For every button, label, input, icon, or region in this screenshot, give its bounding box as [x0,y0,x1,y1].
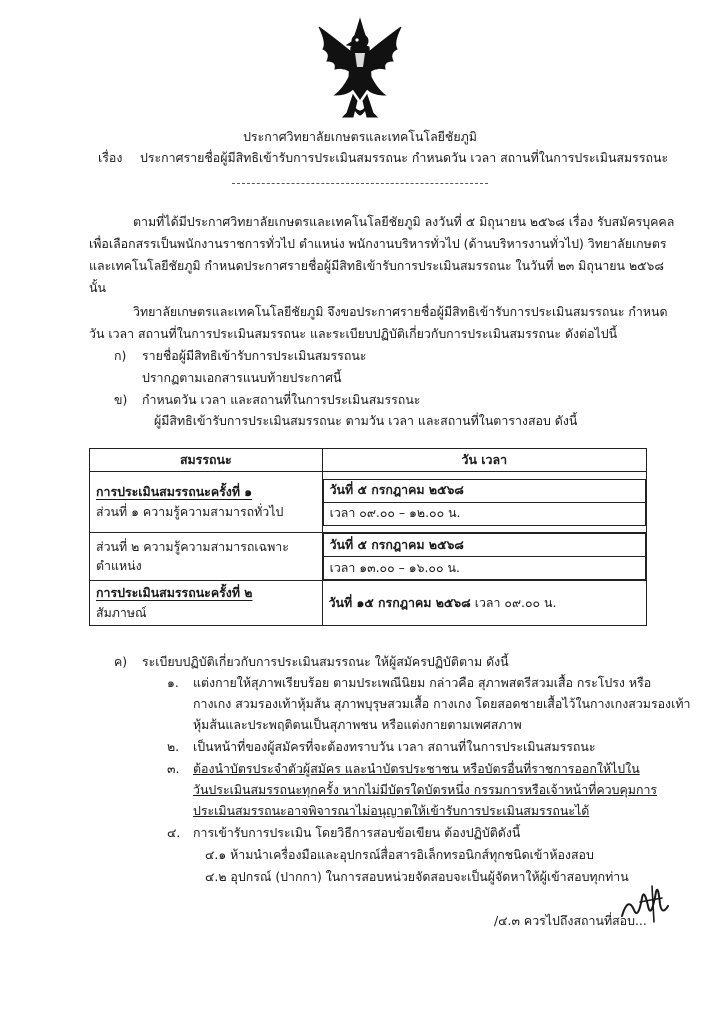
header-datetime: วัน เวลา [322,449,646,472]
rule3-line-3: ประเมินสมรรถนะอาจพิจารณาไม่อนุญาตให้เข้ารับการประเมินสมรรถนะได้ [193,803,590,818]
table-row [90,581,647,626]
signature-icon [618,876,674,932]
part2-date: วันที่ ๕ กรกฎาคม ๒๕๖๘ [323,534,645,557]
garuda-emblem-icon [313,17,407,121]
rule3-line-2: วันประเมินสมรรถนะทุกครั้ง หากไม่มีบัตรใดบัตรหนึ่ง กรรมการหรือเจ้าหน้าที่ควบคุมการ [193,782,658,797]
rule4-text: การเข้ารับการประเมิน โดยวิธีการสอบข้อเขียน ต้องปฏิบัติดังนี้ [193,825,521,840]
rule2-text: เป็นหน้าที่ของผู้สมัครที่จะต้องทราบวัน เวลา สถานที่ในการประเมินสมรรถนะ [193,739,596,754]
table-row [90,533,647,581]
header-competency: สมรรถนะ [90,449,323,472]
table-row [90,472,647,533]
item-c-label: ค) [114,654,128,669]
item-a-label: ก) [114,348,127,363]
rule4-1-text: ๔.๑ ห้ามนำเครื่องมือและอุปกรณ์สื่อสารอิเล็กทรอนิกส์ทุกชนิดเข้าห้องสอบ [205,847,594,862]
item-b-label: ข) [114,392,128,407]
round2-time: เวลา ๐๙.๐๐ น. [474,594,557,610]
intro-line-1: ตามที่ได้มีประกาศวิทยาลัยเกษตรและเทคโนโลยีชัยภูมิ ลงวันที่ ๕ มิถุนายน ๒๕๖๘ เรื่อง รับสมัครบุคคล [133,214,675,229]
item-b-detail: ผู้มีสิทธิเข้ารับการประเมินสมรรถนะ ตามวัน เวลา และสถานที่ในตารางสอบ ดังนี้ [154,413,578,428]
rule1-line-2: กางเกง สวมรองเท้าหุ้มส้น สุภาพบุรุษสวมเสื้อ กางเกง โดยสอดชายเสื้อไว้ในกางเกงสวมรองเท้า [193,696,691,711]
part1-label: ส่วนที่ ๑ ความรู้ความสามารถทั่วไป [96,504,284,519]
item-c-title: ระเบียบปฏิบัติเกี่ยวกับการประเมินสมรรถนะ ให้ผู้สมัครปฏิบัติตาม ดังนี้ [142,654,509,669]
rule1-number: ๑. [167,675,179,690]
round1-title: การประเมินสมรรถนะครั้งที่ ๑ [96,484,253,499]
subject-text: ประกาศรายชื่อผู้มีสิทธิเข้ารับการประเมินสมรรถนะ กำหนดวัน เวลา สถานที่ในการประเมินสมรรถนะ [140,150,669,165]
continuation-note: /๔.๓ ควรไปถึงสถานที่สอบ... [494,913,647,928]
schedule-table [89,448,647,626]
rule1-line-1: แต่งกายให้สุภาพเรียบร้อย ตามประเพณีนิยม กล่าวคือ สุภาพสตรีสวมเสื้อ กระโปรง หรือ [193,675,652,690]
rule4-2-text: ๔.๒ อุปกรณ์ (ปากกา) ในการสอบหน่วยจัดสอบจะเป็นผู้จัดหาให้ผู้เข้าสอบทุกท่าน [205,869,629,884]
part2-time: เวลา ๑๓.๐๐ – ๑๖.๐๐ น. [323,557,645,580]
intro-line-2: เพื่อเลือกสรรเป็นพนักงานราชการทั่วไป ตำแหน่ง พนักงานบริหารทั่วไป (ด้านบริหารงานทั่วไป) วิทยาลัยเกษตร [89,236,667,251]
round2-sub: สัมภาษณ์ [96,605,147,620]
para2-line-2: วัน เวลา สถานที่ในการประเมินสมรรถนะ และระเบียบปฏิบัติเกี่ยวกับการประเมินสมรรถนะ ดังต่อไปนี้ [89,326,618,341]
round2-title: การประเมินสมรรถนะครั้งที่ ๒ [96,585,253,600]
item-a-title: รายชื่อผู้มีสิทธิเข้ารับการประเมินสมรรถนะ [142,348,367,363]
intro-line-3: และเทคโนโลยีชัยภูมิ กำหนดประกาศรายชื่อผู้มีสิทธิเข้ารับการประเมินสมรรถนะ ในวันที่ ๒๓ มิถุนายน ๒๕๖๘ [89,258,664,273]
part1-date: วันที่ ๕ กรกฎาคม ๒๕๖๘ [323,479,645,502]
announcement-title: ประกาศวิทยาลัยเกษตรและเทคโนโลยีชัยภูมิ [243,129,477,144]
rule3-line-1: ต้องนำบัตรประจำตัวผู้สมัคร และนำบัตรประชาชน หรือบัตรอื่นที่ราชการออกให้ไปใน [193,761,640,776]
round2-date: วันที่ ๑๕ กรกฎาคม ๒๕๖๘ [328,594,471,610]
rule2-number: ๒. [167,739,180,754]
rule3-number: ๓. [167,761,180,776]
item-b-title: กำหนดวัน เวลา และสถานที่ในการประเมินสมรรถนะ [142,392,421,407]
rule4-number: ๔. [167,825,181,840]
part2-label: ส่วนที่ ๒ ความรู้ความสามารถเฉพาะตำแหน่ง [90,533,323,581]
intro-line-4: นั้น [89,280,106,295]
title-separator [232,183,488,184]
item-a-detail: ปรากฏตามเอกสารแนบท้ายประกาศนี้ [142,370,342,385]
subject-prefix: เรื่อง [98,150,123,165]
para2-line-1: วิทยาลัยเกษตรและเทคโนโลยีชัยภูมิ จึงขอประกาศรายชื่อผู้มีสิทธิเข้ารับการประเมินสมรรถนะ กำหนด [133,304,668,319]
rule1-line-3: หุ้มส้นและประพฤติตนเป็นสุภาพชน หรือแต่งกายตามเพศสภาพ [193,717,522,732]
part1-time: เวลา ๐๙.๐๐ – ๑๒.๐๐ น. [323,502,645,525]
table-header-row [90,449,647,472]
